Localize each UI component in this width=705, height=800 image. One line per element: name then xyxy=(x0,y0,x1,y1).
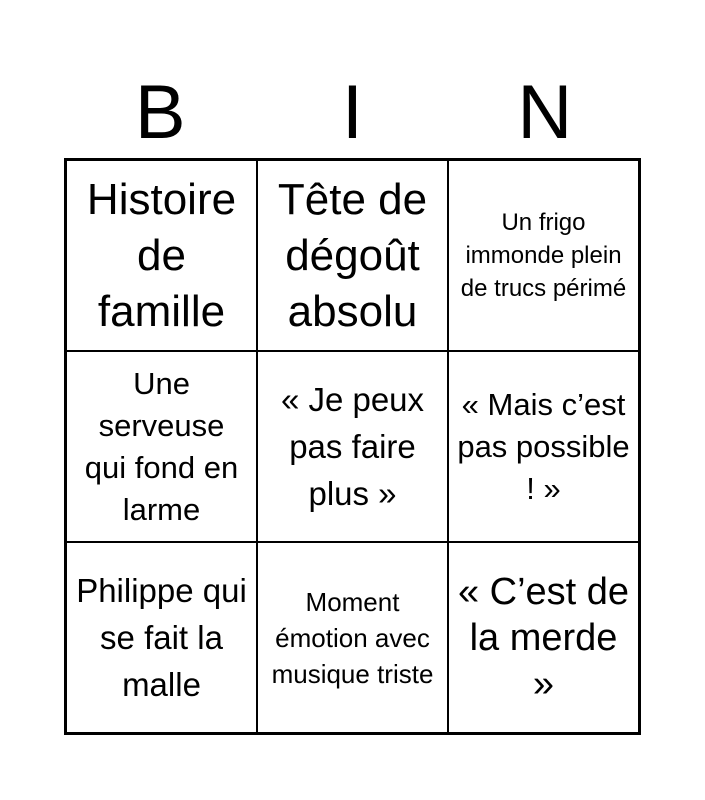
bingo-cell-text: Philippe qui se fait la malle xyxy=(76,572,247,703)
bingo-cell-text: Moment émotion avec musique triste xyxy=(271,586,434,689)
bingo-cell[interactable] xyxy=(448,351,639,542)
bingo-cell-text: « Je peux pas faire plus » xyxy=(280,381,425,512)
bingo-cell-text: Histoire de famille xyxy=(86,174,237,336)
bingo-cell[interactable] xyxy=(66,351,257,542)
header-letter-b: B xyxy=(134,70,186,155)
bingo-cell[interactable] xyxy=(448,160,639,351)
bingo-cell-text: « C’est de la merde » xyxy=(457,570,630,705)
bingo-cell-text: Tête de dégoût absolu xyxy=(277,174,428,336)
header-letter-n: N xyxy=(517,70,573,155)
bingo-cell-text: « Mais c’est pas possible ! » xyxy=(457,386,630,506)
bingo-cell[interactable] xyxy=(448,542,639,733)
header-letter-i: I xyxy=(341,70,364,155)
bingo-cell[interactable] xyxy=(66,542,257,733)
bingo-cell[interactable] xyxy=(257,542,448,733)
bingo-cell-text: Un frigo immonde plein de trucs périmé xyxy=(460,209,627,302)
bingo-grid xyxy=(64,158,641,735)
bingo-cell-text: Une serveuse qui fond en larme xyxy=(84,365,239,527)
bingo-cell[interactable] xyxy=(66,160,257,351)
bingo-cell[interactable] xyxy=(257,351,448,542)
bingo-header xyxy=(64,68,641,158)
bingo-cell[interactable] xyxy=(257,160,448,351)
